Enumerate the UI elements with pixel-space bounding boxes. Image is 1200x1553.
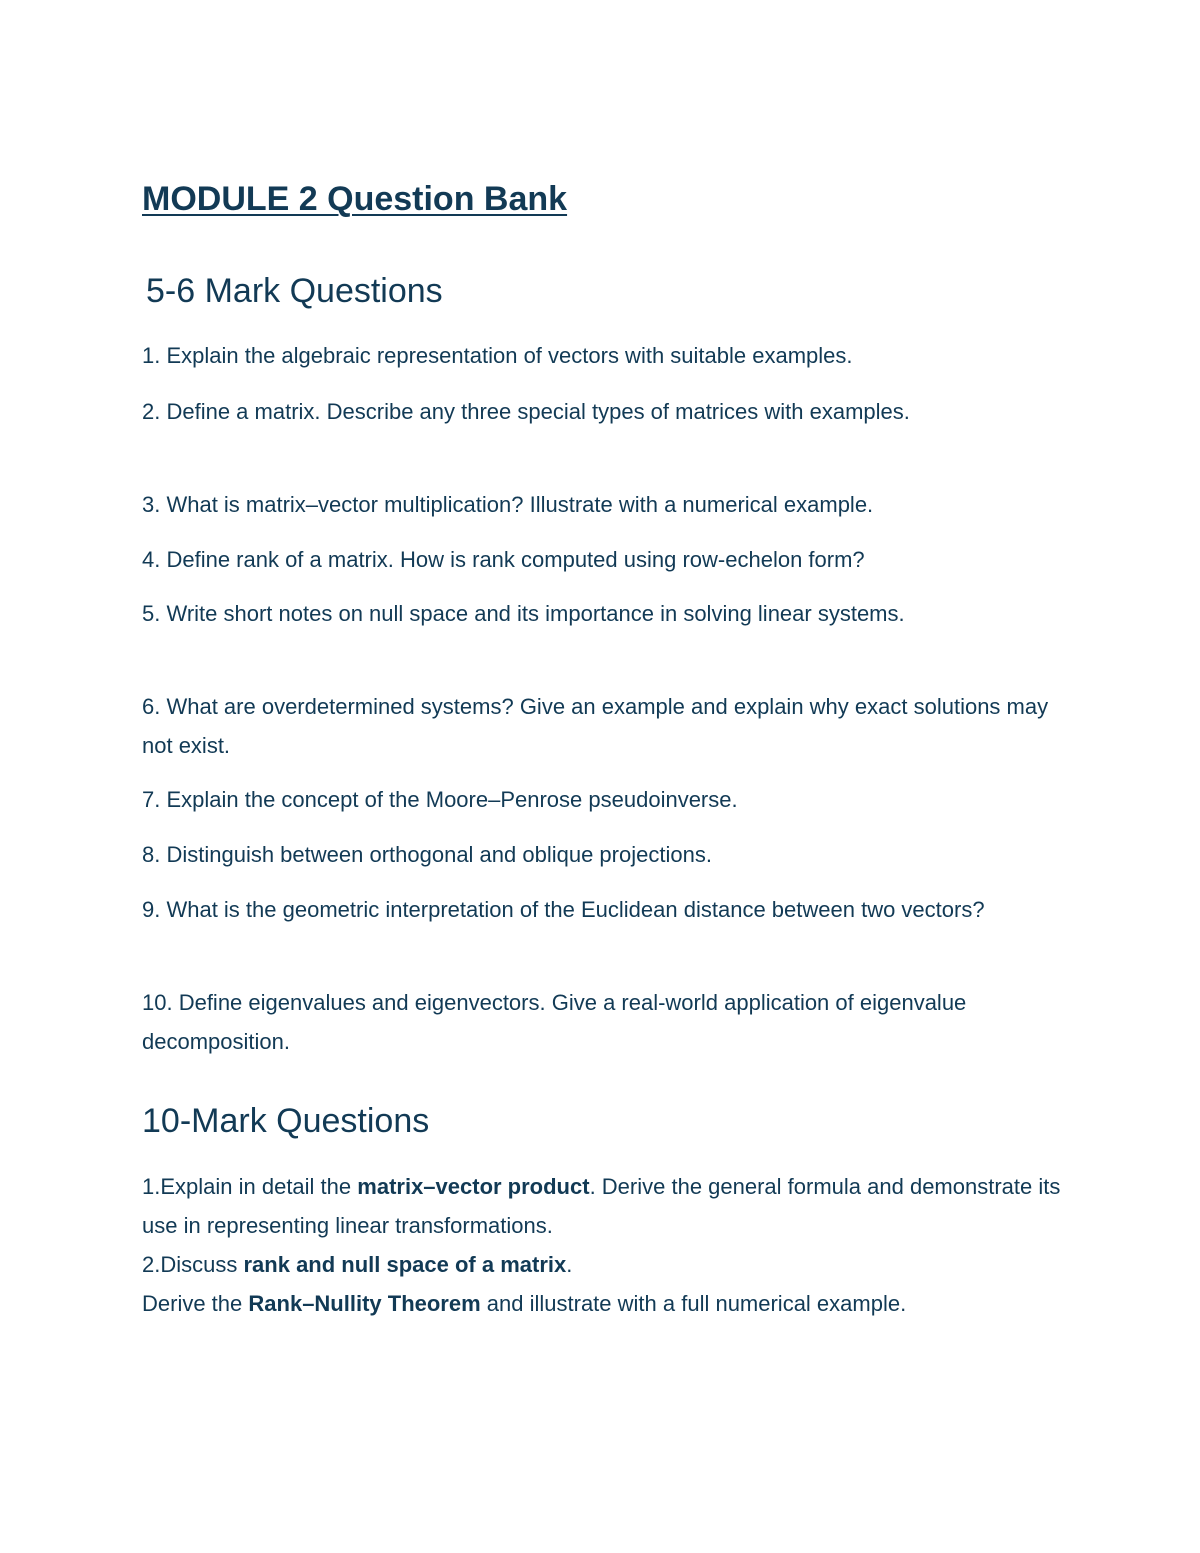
- question-item: 4. Define rank of a matrix. How is rank computed using row-echelon form?: [142, 547, 865, 572]
- section-heading-10-mark: 10-Mark Questions: [142, 1102, 430, 1140]
- question-item: 9. What is the geometric interpretation of the Euclidean distance between two vectors?: [142, 897, 985, 922]
- question-text: 2.Discuss: [142, 1252, 244, 1277]
- question-item: 5. Write short notes on null space and its importance in solving linear systems.: [142, 601, 905, 626]
- question-item: 7. Explain the concept of the Moore–Penrose pseudoinverse.: [142, 787, 738, 812]
- question-item: 10. Define eigenvalues and eigenvectors. Give a real-world application of eigenvalue decomposition.: [142, 990, 967, 1054]
- question-item-10-mark-2: [142, 1245, 1062, 1284]
- question-text: .: [566, 1252, 573, 1277]
- question-text: Derive the: [142, 1291, 249, 1316]
- question-text: . Derive the general formula and demonstrate its use in representing linear transformations.: [142, 1174, 1061, 1238]
- question-bold-term: matrix–vector product: [357, 1174, 590, 1199]
- question-item-10-mark-1: [142, 1167, 1062, 1245]
- question-bold-term: rank and null space of a matrix: [243, 1252, 567, 1277]
- document-title: MODULE 2 Question Bank: [142, 180, 568, 218]
- section-heading-5-6-mark: 5-6 Mark Questions: [146, 272, 443, 310]
- question-item: 8. Distinguish between orthogonal and oblique projections.: [142, 842, 712, 867]
- question-item-10-mark-2-continued: [142, 1284, 1062, 1323]
- question-bold-term: Rank–Nullity Theorem: [248, 1291, 481, 1316]
- question-item: 6. What are overdetermined systems? Give an example and explain why exact solutions may not exist.: [142, 694, 1049, 758]
- question-item: 1. Explain the algebraic representation of vectors with suitable examples.: [142, 343, 853, 368]
- question-text: 1.Explain in detail the: [142, 1174, 358, 1199]
- question-item: 3. What is matrix–vector multiplication? Illustrate with a numerical example.: [142, 492, 874, 517]
- question-text: and illustrate with a full numerical example.: [480, 1291, 907, 1316]
- question-item: 2. Define a matrix. Describe any three special types of matrices with examples.: [142, 399, 910, 424]
